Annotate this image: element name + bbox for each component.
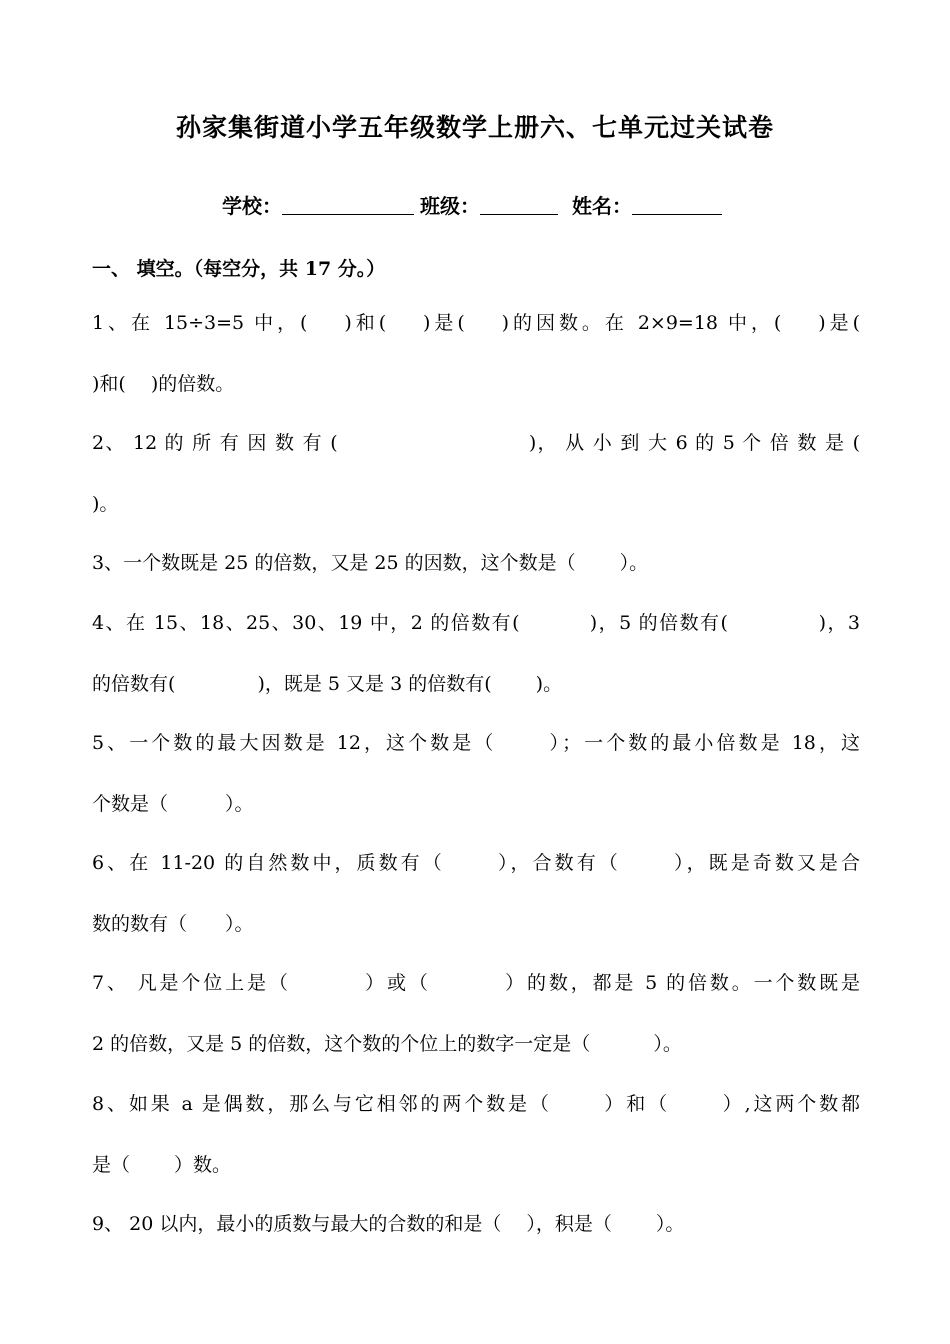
school-label: 学校： [222,194,282,218]
question-7-line-1: 7、 凡是个位上是（ ）或（ ）的数，都是 5 的倍数。一个数既是 [92,972,860,994]
class-blank[interactable] [480,194,558,215]
question-7-line-2: 2 的倍数，又是 5 的倍数，这个数的个位上的数字一定是（ ）。 [92,1033,682,1055]
student-info-line [0,190,950,219]
question-2-line-2: )。 [92,493,119,515]
question-8-line-2: 是（ ）数。 [92,1154,232,1176]
name-label: 姓名： [572,194,632,218]
question-8-line-1: 8、如果 a 是偶数，那么与它相邻的两个数是（ ）和（ ）,这两个数都 [92,1093,860,1115]
exam-title: 孙家集街道小学五年级数学上册六、七单元过关试卷 [175,113,774,142]
question-6-line-1: 6、在 11-20 的自然数中，质数有（ ），合数有（ ），既是奇数又是合 [92,852,860,874]
question-4-line-2: 的倍数有( )，既是 5 又是 3 的倍数有( )。 [92,673,563,695]
question-3: 3、一个数既是 25 的倍数，又是 25 的因数，这个数是（ ）。 [92,552,649,574]
question-1-line-1: 1、在 15÷3=5 中，( )和( )是( )的因数。在 2×9=18 中，( )是( [92,312,860,334]
class-label: 班级： [420,194,480,218]
name-blank[interactable] [632,194,722,215]
school-blank[interactable] [282,194,414,215]
question-9: 9、 20 以内，最小的质数与最大的合数的和是（ ），积是（ ）。 [92,1213,685,1235]
question-6-line-2: 数的数有（ ）。 [92,913,254,935]
question-4-line-1: 4、在 15、18、25、30、19 中，2 的倍数有( )，5 的倍数有( )，3 [92,612,860,634]
question-2-line-1: 2、 12 的 所 有 因 数 有 ( )， 从 小 到 大 6 的 5 个 倍 数 是 ( [92,432,860,454]
question-5-line-2: 个数是（ ）。 [92,793,254,815]
question-1-line-2: )和( )的倍数。 [92,373,235,395]
section-heading: 一、 填空。（每空分，共 17 分。） [92,258,386,280]
question-5-line-1: 5、一个数的最大因数是 12，这个数是（ ）；一个数的最小倍数是 18，这 [92,732,860,754]
